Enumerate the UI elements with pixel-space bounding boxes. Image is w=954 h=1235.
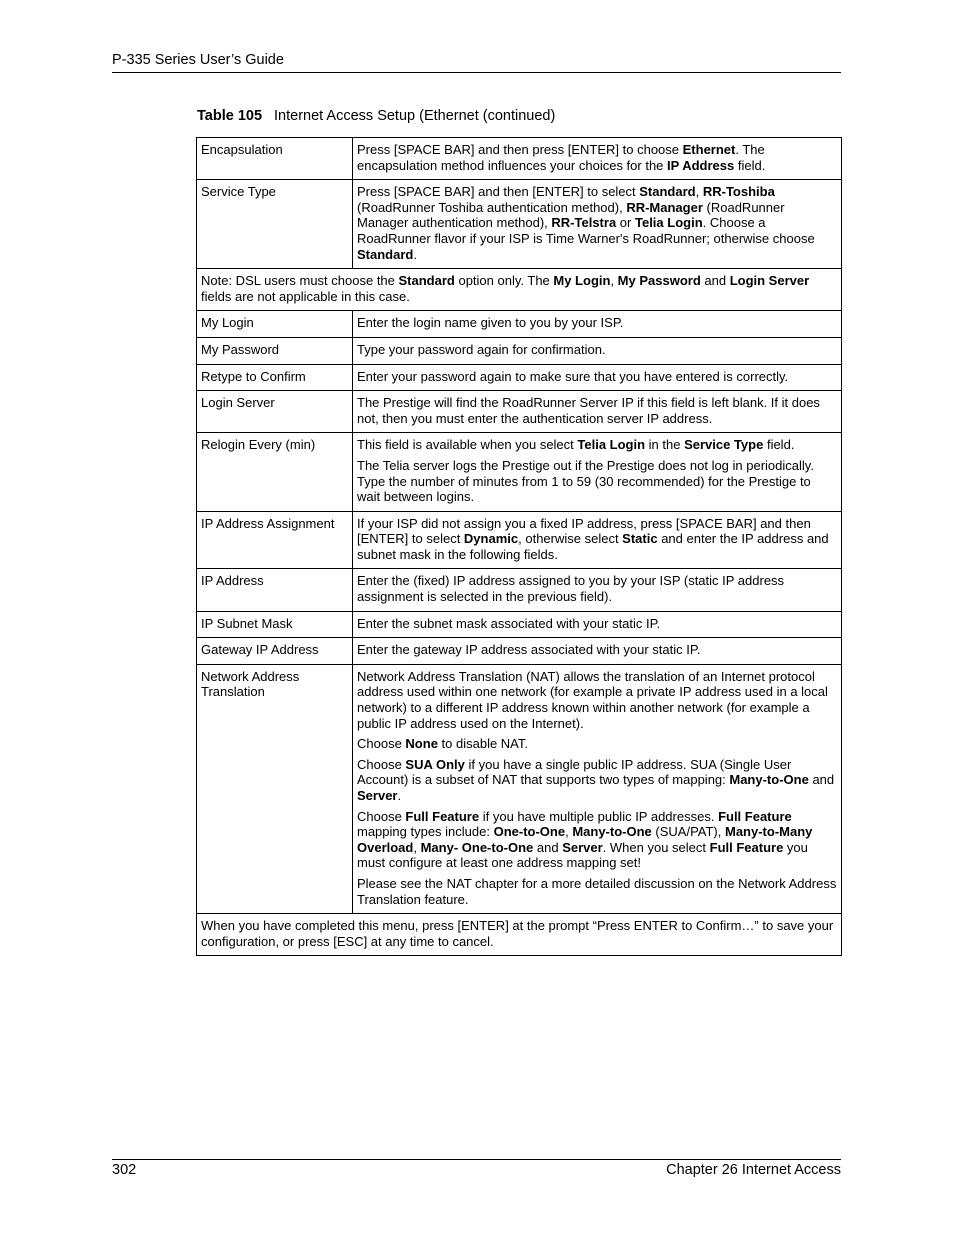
table-row [197, 269, 842, 311]
table-number: Table 105 [197, 108, 263, 124]
bold-term: RR-Telstra [551, 215, 617, 231]
text-run: and [533, 839, 563, 855]
description-paragraph [357, 315, 837, 331]
text-run: , [565, 824, 573, 840]
text-run: . Choose a RoadRunner flavor if your ISP is Time Warner's RoadRunner; otherwise choose [357, 215, 815, 246]
bold-term: IP Address [667, 157, 735, 173]
table-row [197, 433, 842, 511]
text-run: Enter the subnet mask associated with your static IP. [357, 615, 661, 631]
table-title: Internet Access Setup (Ethernet (continued) [274, 108, 556, 124]
description-paragraph [201, 273, 837, 304]
text-run: Choose [357, 756, 406, 772]
description-paragraph [357, 516, 837, 563]
text-run: Type your password again for confirmation. [357, 341, 606, 357]
table-row [197, 914, 842, 956]
text-run: Enter the login name given to you by your ISP. [357, 315, 624, 331]
bold-term: Many-to-Many Overload [357, 824, 813, 855]
bold-term: Service Type [684, 437, 764, 453]
description-paragraph [357, 142, 837, 173]
field-label: My Login [197, 311, 353, 338]
description-paragraph [357, 573, 837, 604]
field-description [353, 569, 842, 611]
description-paragraph [357, 876, 837, 907]
note-cell [197, 269, 842, 311]
text-run: If your ISP did not assign you a fixed IP address, press [SPACE BAR] and then [ENTER] to select [357, 515, 811, 547]
text-run: . The encapsulation method influences your choices for the [357, 142, 765, 173]
text-run: you must configure at least one address mapping set! [357, 839, 808, 871]
bold-term: Dynamic [463, 531, 519, 547]
description-paragraph [357, 809, 837, 871]
page-header [112, 52, 841, 73]
text-run: to disable NAT. [437, 736, 529, 752]
text-run: The Telia server logs the Prestige out if the Prestige does not log in periodically. Type the number of minutes from 1 to 59 (30 recommended) for the Prestige to wait between logins. [357, 457, 814, 505]
text-run: (RoadRunner Manager authentication method), [357, 199, 785, 231]
bold-term: My Login [553, 273, 611, 289]
field-label: My Password [197, 337, 353, 364]
field-description [353, 638, 842, 665]
bold-term: RR-Toshiba [702, 184, 775, 200]
text-run: , [695, 184, 703, 200]
text-run: mapping types include: [357, 824, 494, 840]
table-row [197, 611, 842, 638]
bold-term: Static [622, 531, 658, 547]
bold-term: My Password [617, 273, 701, 289]
field-description [353, 180, 842, 269]
table-row [197, 311, 842, 338]
text-run: field. [763, 437, 795, 453]
description-paragraph [357, 437, 837, 453]
field-description [353, 433, 842, 511]
description-paragraph [201, 918, 837, 949]
text-run: Enter the (fixed) IP address assigned to you by your ISP (static IP address assignment is selected in the previous field). [357, 573, 785, 605]
text-run: Press [SPACE BAR] and then press [ENTER] to choose [357, 142, 683, 157]
field-description [353, 138, 842, 180]
guide-title: P-335 Series User’s Guide [112, 52, 284, 68]
text-run: . [413, 246, 417, 262]
text-run: Enter the gateway IP address associated with your static IP. [357, 642, 701, 658]
page-number: 302 [112, 1162, 137, 1178]
text-run: This field is available when you select [357, 437, 578, 453]
field-label: IP Subnet Mask [197, 611, 353, 638]
text-run: and enter the IP address and subnet mask in the following fields. [357, 531, 829, 562]
field-label: IP Address Assignment [197, 511, 353, 569]
text-run: if you have a single public IP address. SUA (Single User Account) is a subset of NAT that supports two types of mapping: [357, 756, 792, 788]
description-paragraph [357, 395, 837, 426]
text-run: fields are not applicable in this case. [201, 288, 410, 304]
table-row [197, 569, 842, 611]
table-caption [197, 108, 555, 124]
field-description [353, 364, 842, 391]
bold-term: Many-to-One [729, 772, 809, 788]
field-description [353, 511, 842, 569]
bold-term: Standard [398, 273, 455, 289]
chapter-title: Chapter 26 Internet Access [666, 1162, 841, 1178]
bold-term: Telia Login [634, 215, 703, 231]
bold-term: Standard [639, 184, 696, 200]
description-paragraph [357, 616, 837, 632]
field-description [353, 664, 842, 913]
bold-term: Ethernet [682, 142, 736, 157]
table-row [197, 664, 842, 913]
text-run: , otherwise select [518, 531, 623, 547]
field-label: Service Type [197, 180, 353, 269]
bold-term: Standard [357, 246, 414, 262]
field-label: Encapsulation [197, 138, 353, 180]
field-label: Gateway IP Address [197, 638, 353, 665]
text-run: (RoadRunner Toshiba authentication method), [357, 199, 627, 215]
text-run: if you have multiple public IP addresses. [479, 808, 719, 824]
text-run: (SUA/PAT), [651, 824, 725, 840]
bold-term: Telia Login [577, 437, 646, 453]
bold-term: None [405, 736, 438, 752]
bold-term: Full Feature [405, 808, 480, 824]
description-paragraph [357, 369, 837, 385]
text-run: in the [645, 437, 685, 453]
text-run: . When you select [602, 839, 710, 855]
text-run: Note: DSL users must choose the [201, 273, 399, 289]
text-run: Please see the NAT chapter for a more detailed discussion on the Network Address Translation feature. [357, 875, 837, 907]
bold-term: Server [562, 839, 603, 855]
field-label: Relogin Every (min) [197, 433, 353, 511]
text-run: or [616, 215, 635, 231]
description-paragraph [357, 669, 837, 731]
text-run: Choose [357, 736, 406, 752]
table-row [197, 337, 842, 364]
table-row [197, 638, 842, 665]
table-body [197, 138, 842, 956]
field-label: Login Server [197, 391, 353, 433]
field-description [353, 311, 842, 338]
bold-term: Full Feature [709, 839, 784, 855]
table-row [197, 180, 842, 269]
field-label: Retype to Confirm [197, 364, 353, 391]
field-label: Network Address Translation [197, 664, 353, 913]
field-description [353, 391, 842, 433]
text-run: option only. The [454, 273, 554, 289]
description-paragraph [357, 342, 837, 358]
text-run: field. [734, 157, 766, 173]
text-run: Enter your password again to make sure that you have entered is correctly. [357, 368, 789, 384]
text-run: , [413, 839, 421, 855]
text-run: . [397, 788, 402, 803]
text-run: , [610, 273, 618, 289]
description-paragraph [357, 736, 837, 752]
table-row [197, 364, 842, 391]
bold-term: RR-Manager [626, 199, 703, 215]
text-run: Press [SPACE BAR] and then [ENTER] to select [357, 184, 640, 200]
table-row [197, 391, 842, 433]
bold-term: One-to-One [493, 824, 566, 840]
description-paragraph [357, 757, 837, 804]
internet-access-setup-table [196, 137, 842, 956]
bold-term: SUA Only [405, 756, 465, 772]
description-paragraph [357, 184, 837, 262]
text-run: Choose [357, 808, 406, 824]
field-label: IP Address [197, 569, 353, 611]
text-run: and [808, 772, 835, 788]
description-paragraph [357, 642, 837, 658]
bold-term: Login Server [729, 273, 810, 289]
footer-rule [112, 1159, 841, 1160]
bold-term: Server [357, 788, 398, 803]
text-run: When you have completed this menu, press [ENTER] at the prompt “Press ENTER to Confirm…” to save your configuration, or press [ESC] at any time to cancel. [201, 918, 834, 949]
text-run: and [700, 273, 730, 289]
bold-term: Full Feature [718, 808, 792, 824]
page-footer [112, 1162, 841, 1178]
text-run: Network Address Translation (NAT) allows the translation of an Internet protocol address used within one network (for example a private IP address used in a local network) to a different IP address known within another network (for example a public IP address used on the Internet). [357, 668, 828, 731]
description-paragraph [357, 458, 837, 505]
text-run: The Prestige will find the RoadRunner Server IP if this field is left blank. If it does not, then you must enter the authentication server IP address. [357, 395, 820, 426]
bold-term: Many-to-One [572, 824, 652, 840]
note-cell [197, 914, 842, 956]
field-description [353, 611, 842, 638]
table-row [197, 511, 842, 569]
bold-term: Many- One-to-One [420, 839, 534, 855]
field-description [353, 337, 842, 364]
table-row [197, 138, 842, 180]
